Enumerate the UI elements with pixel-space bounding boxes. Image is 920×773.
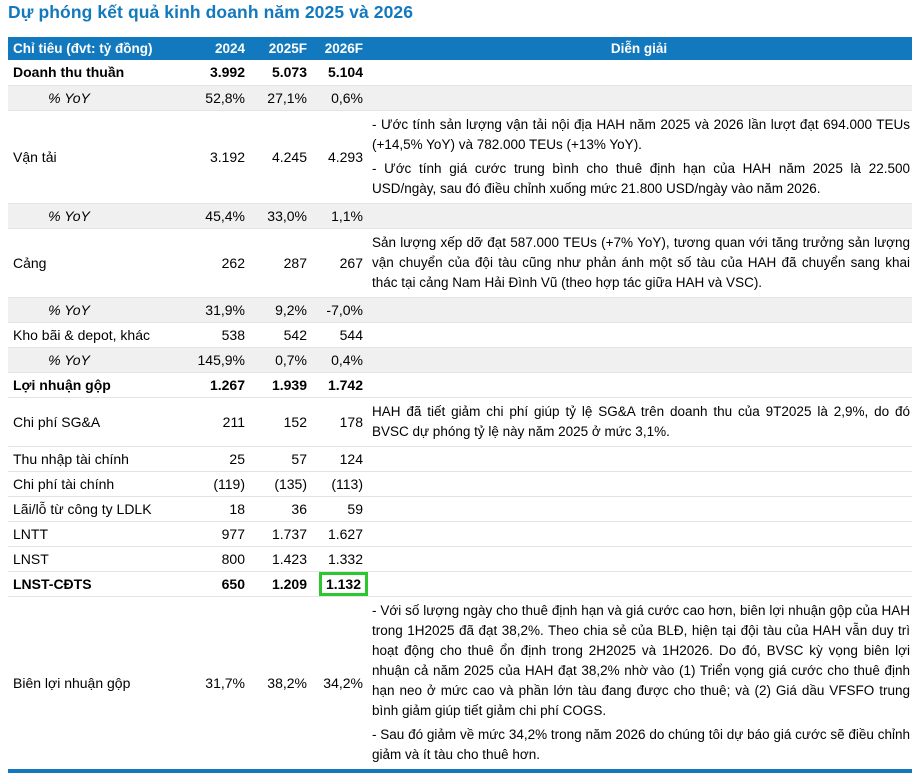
note-paragraph: - Ước tính giá cước trung bình cho thuê định hạn của HAH năm 2025 là 22.500 USD/ngày, sau đó điều chỉnh xuống mức 21.800 USD/ngày vào năm 2026. [372,160,910,196]
value-2025f: 1.423 [248,546,310,571]
value-2026f: 124 [310,446,366,471]
row-label: LNST-CĐTS [8,571,185,596]
value-2024: 145,9% [185,347,248,372]
row-note [366,521,912,546]
table-row [8,446,912,471]
note-paragraph: - Sau đó giảm về mức 34,2% trong năm 2026 do chúng tôi dự báo giá cước sẽ điều chỉnh giảm và ít tàu cho thuê hơn. [372,726,910,762]
row-label: Cảng [8,228,185,297]
row-label: Thu nhập tài chính [8,446,185,471]
value-2026f: 544 [310,322,366,347]
row-note [366,110,912,203]
row-label: Lợi nhuận gộp [8,372,185,397]
header-dien-giai: Diễn giải [366,37,912,60]
value-2025f: 1.209 [248,571,310,596]
row-note [366,496,912,521]
value-2026f: 1.332 [310,546,366,571]
row-note [366,446,912,471]
value-2024: 18 [185,496,248,521]
row-label: % YoY [8,203,185,228]
value-2025f: 38,2% [248,596,310,771]
row-note [366,397,912,446]
value-2026f: 1,1% [310,203,366,228]
value-2024: 800 [185,546,248,571]
page-title: Dự phóng kết quả kinh doanh năm 2025 và 2026 [8,2,414,22]
note-paragraph: HAH đã tiết giảm chi phí giúp tỷ lệ SG&A trên doanh thu của 9T2025 là 2,9%, do đó BVSC dự phóng tỷ lệ này năm 2025 ở mức 3,1%. [372,403,910,439]
value-2024: 1.267 [185,372,248,397]
value-2026f: (113) [310,471,366,496]
highlight-box: 1.132 [319,572,368,596]
value-2026f: 5.104 [327,64,363,81]
table-row [8,496,912,521]
value-2026f: 178 [310,397,366,446]
note-paragraph: - Ước tính sản lượng vận tải nội địa HAH năm 2025 và 2026 lần lượt đạt 694.000 TEUs (+14,5% YoY) và 782.000 TEUs (+13% YoY). [372,116,910,152]
table-row [8,297,912,322]
row-note [366,347,912,372]
row-note [366,322,912,347]
value-2025f: 36 [248,496,310,521]
table-row [8,372,912,397]
note-paragraph: Sản lượng xếp dỡ đạt 587.000 TEUs (+7% YoY), tương quan với tăng trưởng sản lượng vận chuyển của đội tàu cũng như phản ánh một số tàu của HAH đã chuyển sang khai thác tại cảng Nam Hải Đình Vũ (theo hợp tác giữa HAH và VSC). [372,234,910,290]
value-2024: 45,4% [185,203,248,228]
row-note [366,571,912,596]
value-2024: 31,9% [185,297,248,322]
value-2024: 3.992 [209,64,245,81]
value-2024: 52,8% [185,85,248,110]
value-2026f: 0,6% [310,85,366,110]
row-label: Chi phí tài chính [8,471,185,496]
table-row [8,571,912,596]
row-note [366,203,912,228]
value-2025f: 1.737 [248,521,310,546]
value-2024: 262 [185,228,248,297]
table-row [8,60,912,85]
value-2025f: 152 [248,397,310,446]
row-label: Doanh thu thuần [13,64,125,81]
row-note [366,60,912,85]
row-label: Lãi/lỗ từ công ty LDLK [8,496,185,521]
value-2025f: 27,1% [248,85,310,110]
row-label: % YoY [8,85,185,110]
row-note [366,546,912,571]
value-2024: 3.192 [185,110,248,203]
row-note [366,471,912,496]
table-row [8,521,912,546]
value-2025f: 542 [248,322,310,347]
table-row [8,203,912,228]
note-paragraph: - Với số lượng ngày cho thuê định hạn và giá cước cao hơn, biên lợi nhuận gộp của HAH trong 1H2025 đã đạt 38,2%. Theo chia sẻ của BLĐ, hiện tại đội tàu của HAH vẫn duy trì hoạt động cho thuê ổn định trong 2H2025 và 1H2026. Do đó, BVSC kỳ vọng biên lợi nhuận cả năm 2025 của HAH đạt 38,2% nhờ vào (1) Triển vọng giá cước cho thuê định hạn neo ở mức cao và phần lớn tàu đang được cho thuê; và (2) Giá dầu VFSFO trung bình giảm giúp tiết giảm chi phí COGS. [372,602,910,718]
value-2026f: 0,4% [310,347,366,372]
row-label: Kho bãi & depot, khác [8,322,185,347]
table-row [8,397,912,446]
row-label: LNTT [8,521,185,546]
table-row [8,228,912,297]
value-2026f: 34,2% [310,596,366,771]
value-2025f: 57 [248,446,310,471]
row-note [366,372,912,397]
value-2026f: 4.293 [310,110,366,203]
value-2024: 977 [185,521,248,546]
forecast-table [8,37,912,773]
value-2026f: -7,0% [310,297,366,322]
table-row [8,347,912,372]
header-2025f: 2025F [248,37,310,60]
row-note [366,596,912,771]
value-2024: 538 [185,322,248,347]
value-2025f: 1.939 [248,372,310,397]
value-2025f: 0,7% [248,347,310,372]
value-2025f: 4.245 [248,110,310,203]
row-note [366,228,912,297]
value-2024: (119) [185,471,248,496]
table-row [8,596,912,771]
value-2026f [310,571,366,596]
row-note [366,297,912,322]
row-note [366,85,912,110]
value-2026f: 267 [310,228,366,297]
row-label: % YoY [8,347,185,372]
value-2024: 25 [185,446,248,471]
value-2025f: 5.073 [271,64,307,81]
table-row [8,471,912,496]
header-2026f: 2026F [310,37,366,60]
value-2024: 211 [185,397,248,446]
table-row [8,322,912,347]
value-2026f: 59 [310,496,366,521]
header-2024: 2024 [185,37,248,60]
value-2025f: 9,2% [248,297,310,322]
row-label: Chi phí SG&A [8,397,185,446]
value-2025f: (135) [248,471,310,496]
row-label: % YoY [8,297,185,322]
table-header-row [8,37,912,60]
header-chi-tieu: Chỉ tiêu (đvt: tỷ đồng) [8,37,185,60]
table-row [8,85,912,110]
table-row [8,110,912,203]
row-label: Biên lợi nhuận gộp [8,596,185,771]
row-label: LNST [8,546,185,571]
value-2026f: 1.742 [310,372,366,397]
value-2026f: 1.627 [310,521,366,546]
value-2025f: 33,0% [248,203,310,228]
value-2024: 650 [185,571,248,596]
value-2024: 31,7% [185,596,248,771]
row-label: Vận tải [8,110,185,203]
value-2025f: 287 [248,228,310,297]
table-row [8,546,912,571]
